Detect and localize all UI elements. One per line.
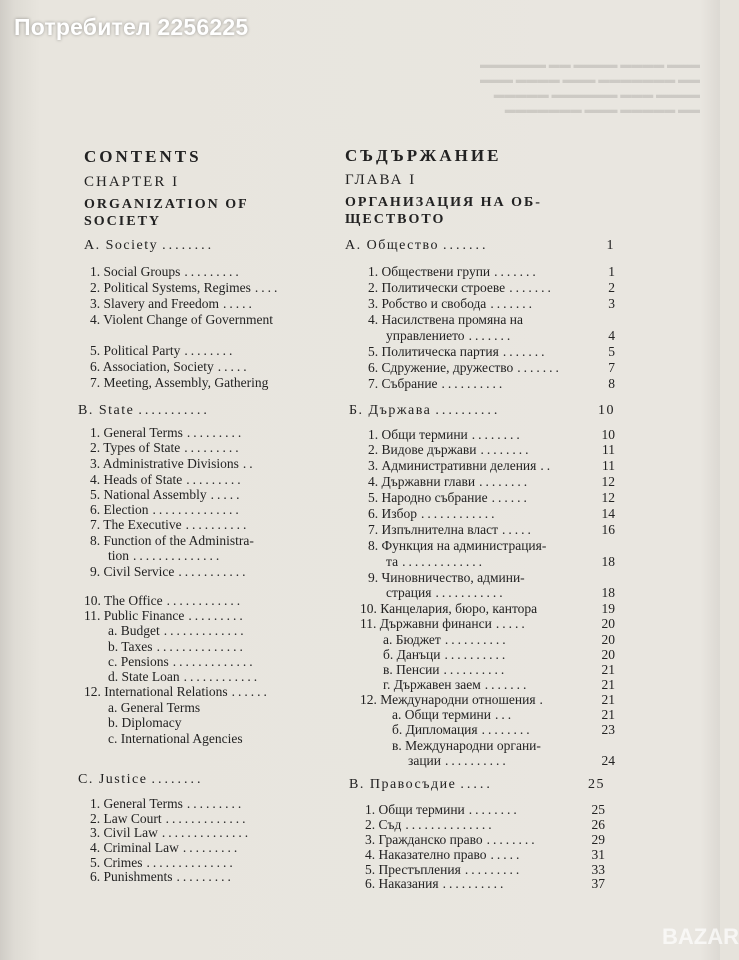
toc-entry-bg[interactable]: 4. Държавни глави ........ 12 [368, 474, 615, 489]
toc-entry-en[interactable]: 6. Association, Society ..... [90, 359, 250, 374]
toc-entry-bg[interactable]: 11. Държавни финанси ..... 20 [360, 616, 615, 631]
toc-entry-bg[interactable]: б. Данъци .......... 20 [383, 647, 615, 662]
toc-entry-en[interactable]: a. Budget ............. [108, 623, 247, 638]
toc-entry-en[interactable]: 10. The Office ............ [84, 593, 244, 608]
toc-entry-en[interactable]: 2. Political Systems, Regimes .... [90, 280, 281, 295]
toc-entry-bg[interactable]: б. Дипломация ........ 23 [392, 722, 615, 737]
chapter-label-bg: ГЛАВА I [345, 172, 417, 188]
toc-entry-en[interactable]: b. Diplomacy [108, 715, 182, 730]
contents-title-en: CONTENTS [84, 147, 202, 166]
toc-entry-bg[interactable]: 5. Политическа партия ....... 5 [368, 344, 615, 359]
toc-entry-en[interactable]: 2. Types of State ......... [90, 440, 242, 455]
toc-entry-en[interactable]: d. State Loan ............ [108, 669, 261, 684]
chapter-label-en: CHAPTER I [84, 174, 180, 190]
toc-entry-en[interactable]: 7. The Executive .......... [90, 517, 250, 532]
toc-entry-bg[interactable]: 6. Избор ............ 14 [368, 506, 615, 521]
toc-entry-bg[interactable]: 5. Престъпления ......... 33 [365, 862, 605, 877]
toc-entry-bg[interactable]: 10. Канцелария, бюро, кантора 19 [360, 601, 615, 616]
toc-entry-bg[interactable]: страция ........... 18 [386, 585, 615, 600]
toc-entry-bg[interactable]: 6. Сдружение, дружество ....... 7 [368, 360, 615, 375]
toc-entry-en[interactable]: tion .............. [108, 548, 223, 563]
toc-entry-bg[interactable]: 8. Функция на администрация- [368, 538, 547, 553]
toc-entry-bg[interactable]: 7. Събрание .......... 8 [368, 376, 615, 391]
toc-entry-bg[interactable]: 12. Международни отношения . 21 [360, 692, 615, 707]
toc-entry-bg[interactable]: 2. Съд .............. 26 [365, 817, 605, 832]
toc-entry-bg[interactable]: 4. Наказателно право ..... 31 [365, 847, 605, 862]
toc-entry-en[interactable]: 5. Political Party ........ [90, 343, 236, 358]
chapter-title-bg-line1: ОРГАНИЗАЦИЯ НА ОБ- [345, 195, 542, 210]
toc-entry-en[interactable]: 11. Public Finance ......... [84, 608, 246, 623]
toc-entry-bg[interactable]: 5. Народно събрание ...... 12 [368, 490, 615, 505]
chapter-title-en-line1: ORGANIZATION OF [84, 197, 249, 212]
toc-entry-en[interactable]: 1. General Terms ......... [90, 425, 245, 440]
toc-entry-en[interactable]: 1. Social Groups ......... [90, 264, 242, 279]
toc-entry-en[interactable]: 8. Function of the Administra- [90, 533, 254, 548]
toc-entry-en[interactable]: 3. Civil Law .............. [90, 825, 252, 840]
chapter-title-bg-line2: ЩЕСТВОТО [345, 212, 446, 227]
toc-entry-bg[interactable]: 1. Обществени групи ....... 1 [368, 264, 615, 279]
toc-entry-bg[interactable]: зации .......... 24 [408, 753, 615, 768]
toc-entry-bg[interactable]: 1. Общи термини ........ 25 [365, 802, 605, 817]
section-c-bg[interactable]: В. Правосъдие ..... 25 [349, 777, 605, 792]
toc-entry-bg[interactable]: 3. Гражданско право ........ 29 [365, 832, 605, 847]
toc-entry-bg[interactable]: в. Международни органи- [392, 738, 541, 753]
toc-entry-en[interactable]: a. General Terms [108, 700, 201, 715]
toc-entry-bg[interactable]: 3. Административни деления .. 11 [368, 458, 615, 473]
chapter-title-en-line2: SOCIETY [84, 214, 162, 229]
toc-entry-en[interactable]: 5. Crimes .............. [90, 855, 236, 870]
toc-entry-bg[interactable]: 1. Общи термини ........ 10 [368, 427, 615, 442]
toc-entry-en[interactable]: 9. Civil Service ........... [90, 564, 249, 579]
toc-entry-bg[interactable]: 6. Наказания .......... 37 [365, 876, 605, 891]
toc-entry-en[interactable]: 4. Heads of State ......... [90, 472, 244, 487]
section-a-en[interactable]: A. Society ........ [84, 238, 215, 253]
toc-entry-en[interactable]: 6. Punishments ......... [90, 869, 234, 884]
toc-entry-bg[interactable]: 2. Видове държави ........ 11 [368, 442, 615, 457]
toc-entry-bg[interactable]: 2. Политически строеве ....... 2 [368, 280, 615, 295]
section-b-bg[interactable]: Б. Държава .......... 10 [349, 403, 615, 418]
user-watermark: Потребител 2256225 [14, 14, 249, 40]
site-logo: BAZAR [662, 924, 739, 949]
toc-entry-bg[interactable]: управлението ....... 4 [386, 328, 615, 343]
toc-entry-bg[interactable]: а. Бюджет .......... 20 [383, 632, 615, 647]
toc-entry-en[interactable]: 1. General Terms ......... [90, 796, 245, 811]
toc-entry-bg[interactable]: 4. Насилствена промяна на [368, 312, 523, 327]
contents-title-bg: СЪДЪРЖАНИЕ [345, 146, 502, 165]
toc-entry-en[interactable]: 3. Slavery and Freedom ..... [90, 296, 255, 311]
toc-entry-en[interactable]: 2. Law Court ............. [90, 811, 249, 826]
toc-entry-en[interactable]: 3. Administrative Divisions .. [90, 456, 256, 471]
toc-entry-bg[interactable]: 3. Робство и свобода ....... 3 [368, 296, 615, 311]
toc-entry-bg[interactable]: 9. Чиновничество, админи- [368, 570, 525, 585]
toc-entry-en[interactable]: c. Pensions ............. [108, 654, 256, 669]
toc-entry-en[interactable]: b. Taxes .............. [108, 639, 246, 654]
section-a-bg[interactable]: А. Общество ....... 1 [345, 238, 615, 253]
section-c-en[interactable]: C. Justice ........ [78, 772, 204, 787]
toc-entry-en[interactable]: 5. National Assembly ..... [90, 487, 243, 502]
toc-entry-en[interactable]: c. International Agencies [108, 731, 243, 746]
toc-entry-en[interactable]: 4. Criminal Law ......... [90, 840, 241, 855]
toc-entry-bg[interactable]: а. Общи термини ... 21 [392, 707, 615, 722]
toc-entry-bg[interactable]: та ............. 18 [386, 554, 615, 569]
toc-entry-en[interactable]: 12. International Relations ...... [84, 684, 270, 699]
toc-entry-en[interactable]: 6. Election .............. [90, 502, 242, 517]
toc-entry-bg[interactable]: 7. Изпълнителна власт ..... 16 [368, 522, 615, 537]
toc-entry-bg[interactable]: г. Държавен заем ....... 21 [383, 677, 615, 692]
toc-entry-en[interactable]: 7. Meeting, Assembly, Gathering [90, 375, 269, 390]
bleed-through-texture: ▬▬▬ ▬▬▬▬ ▬▬▬▬ ▬▬ ▬▬▬▬▬▬ ▬▬ ▬▬▬▬▬▬▬ ▬▬▬ ▬▬▬▬ ▬▬▬ ▬▬▬▬ ▬▬▬ ▬▬▬▬▬▬ ▬▬▬▬▬ ▬▬ ▬▬▬▬▬ ▬▬▬ ▬▬▬▬▬▬▬ [480, 59, 700, 116]
section-b-en[interactable]: B. State ........... [78, 403, 210, 418]
toc-entry-bg[interactable]: в. Пенсии .......... 21 [383, 662, 615, 677]
toc-entry-en[interactable]: 4. Violent Change of Government [90, 312, 274, 327]
